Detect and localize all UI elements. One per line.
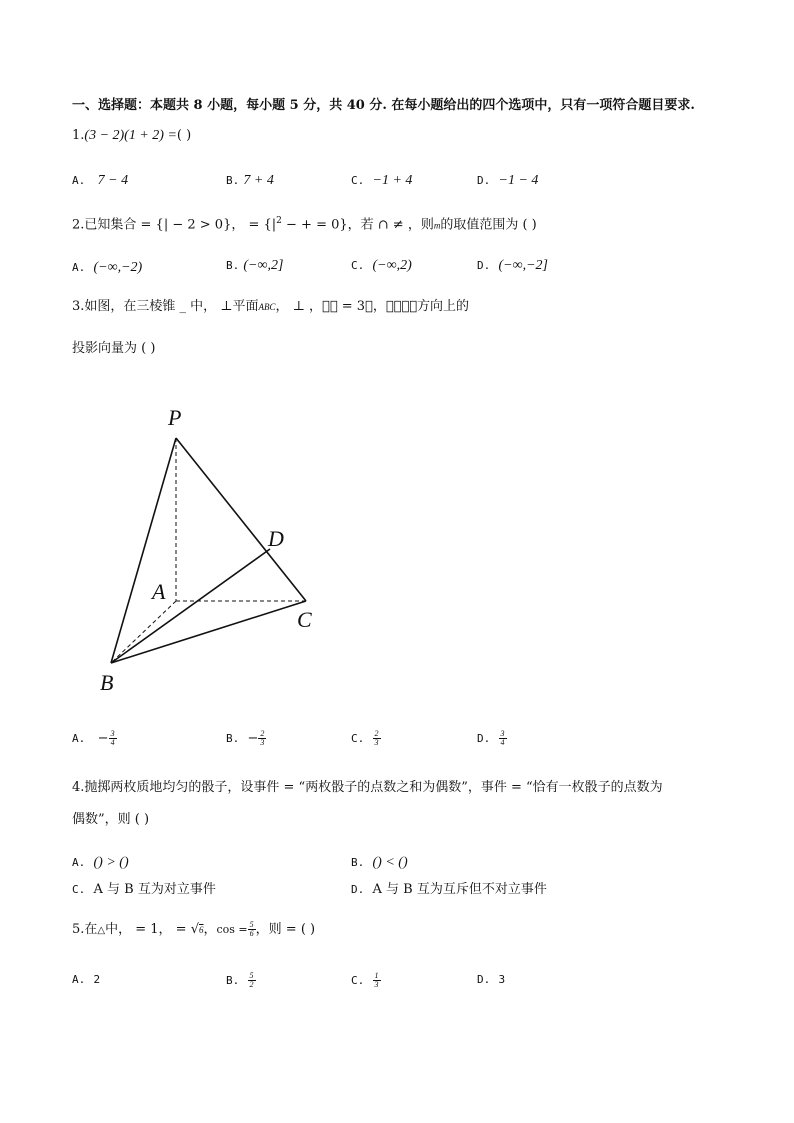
vertex-label-B: B [100,670,114,695]
q2-option-b[interactable]: B. (−∞,2] [226,258,284,273]
edge-PC [176,438,306,601]
q5-option-c[interactable]: C. $\frac{1}{3}$ [351,971,379,989]
q3-option-c[interactable]: C. $\frac{2}{3}$ [351,729,379,747]
pyramid-edges [111,438,306,663]
q4-option-d[interactable]: D. A 与 B 互为互斥但不对立事件 [351,882,547,897]
vertex-label-D: D [268,526,284,551]
vertex-label-A: A [152,579,166,604]
question-5: 5.在△中， = 1， = √6，cos = $\frac{5}{6}$ ，则 = ( ) [72,920,316,938]
q1-option-b[interactable]: B. 7 + 4 [226,173,274,188]
q3-option-d[interactable]: D. $\frac{3}{4}$ [477,729,505,747]
q1-option-c[interactable]: C. −1 + 4 [351,173,413,188]
question-3-line-1: 3.如图，在三棱锥 _ 中， ⊥平面ABC， ⊥ ，且⃗ = 3⃗，则⃗在⃗方向上的 [72,299,470,314]
edge-PB [111,438,176,663]
q1-option-a[interactable]: A. 7 − 4 [72,173,129,188]
question-1-number: 1. [72,128,85,143]
question-1 [72,128,191,144]
q1-option-d[interactable]: D. −1 − 4 [477,173,539,188]
q5-option-b[interactable]: B. $\frac{5}{2}$ [226,971,254,989]
question-4-line-2: 偶数”，则 ( ) [72,812,150,827]
question-1-expression: (3 − 2)(1 + 2) = [84,128,177,143]
edge-AB [111,601,176,663]
q3-option-a[interactable]: A. − $\frac{3}{4}$ [72,729,115,747]
question-3-line-2: 投影向量为 ( ) [72,341,156,356]
q3-option-b[interactable]: B. − $\frac{2}{3}$ [226,729,265,747]
question-4-line-1: 4.抛掷两枚质地均匀的骰子，设事件 = “两枚骰子的点数之和为偶数”，事件 = “恰有一枚骰子的点数为 [72,780,663,795]
vertex-label-P: P [168,405,182,430]
q2-option-d[interactable]: D. (−∞,−2] [477,258,549,273]
vertex-label-C: C [297,607,312,632]
q4-option-a[interactable]: A. () > () [72,855,129,870]
q4-option-c[interactable]: C. A 与 B 互为对立事件 [72,882,216,897]
q2-option-c[interactable]: C. (−∞,2) [351,258,412,273]
question-1-paren: ( ) [176,128,192,143]
q4-option-b[interactable]: B. () < () [351,855,408,870]
section-title: 一、选择题：本题共 8 小题，每小题 5 分，共 40 分. 在每小题给出的四个选项中，只有一项符合题目要求. [72,98,695,113]
q2-option-a[interactable]: A. (−∞,−2) [72,260,143,275]
hidden-edges [111,438,306,663]
edge-BC [111,601,306,663]
q5-option-a[interactable]: A. 2 [72,973,101,986]
segment-BD [111,549,270,663]
question-2: 2.已知集合 = {| − 2 > 0}， = {$|^2$ − + = 0}，若 ∩ ≠ ，则m的取值范围为 ( ) [72,216,537,233]
q5-option-d[interactable]: D. 3 [477,973,506,986]
